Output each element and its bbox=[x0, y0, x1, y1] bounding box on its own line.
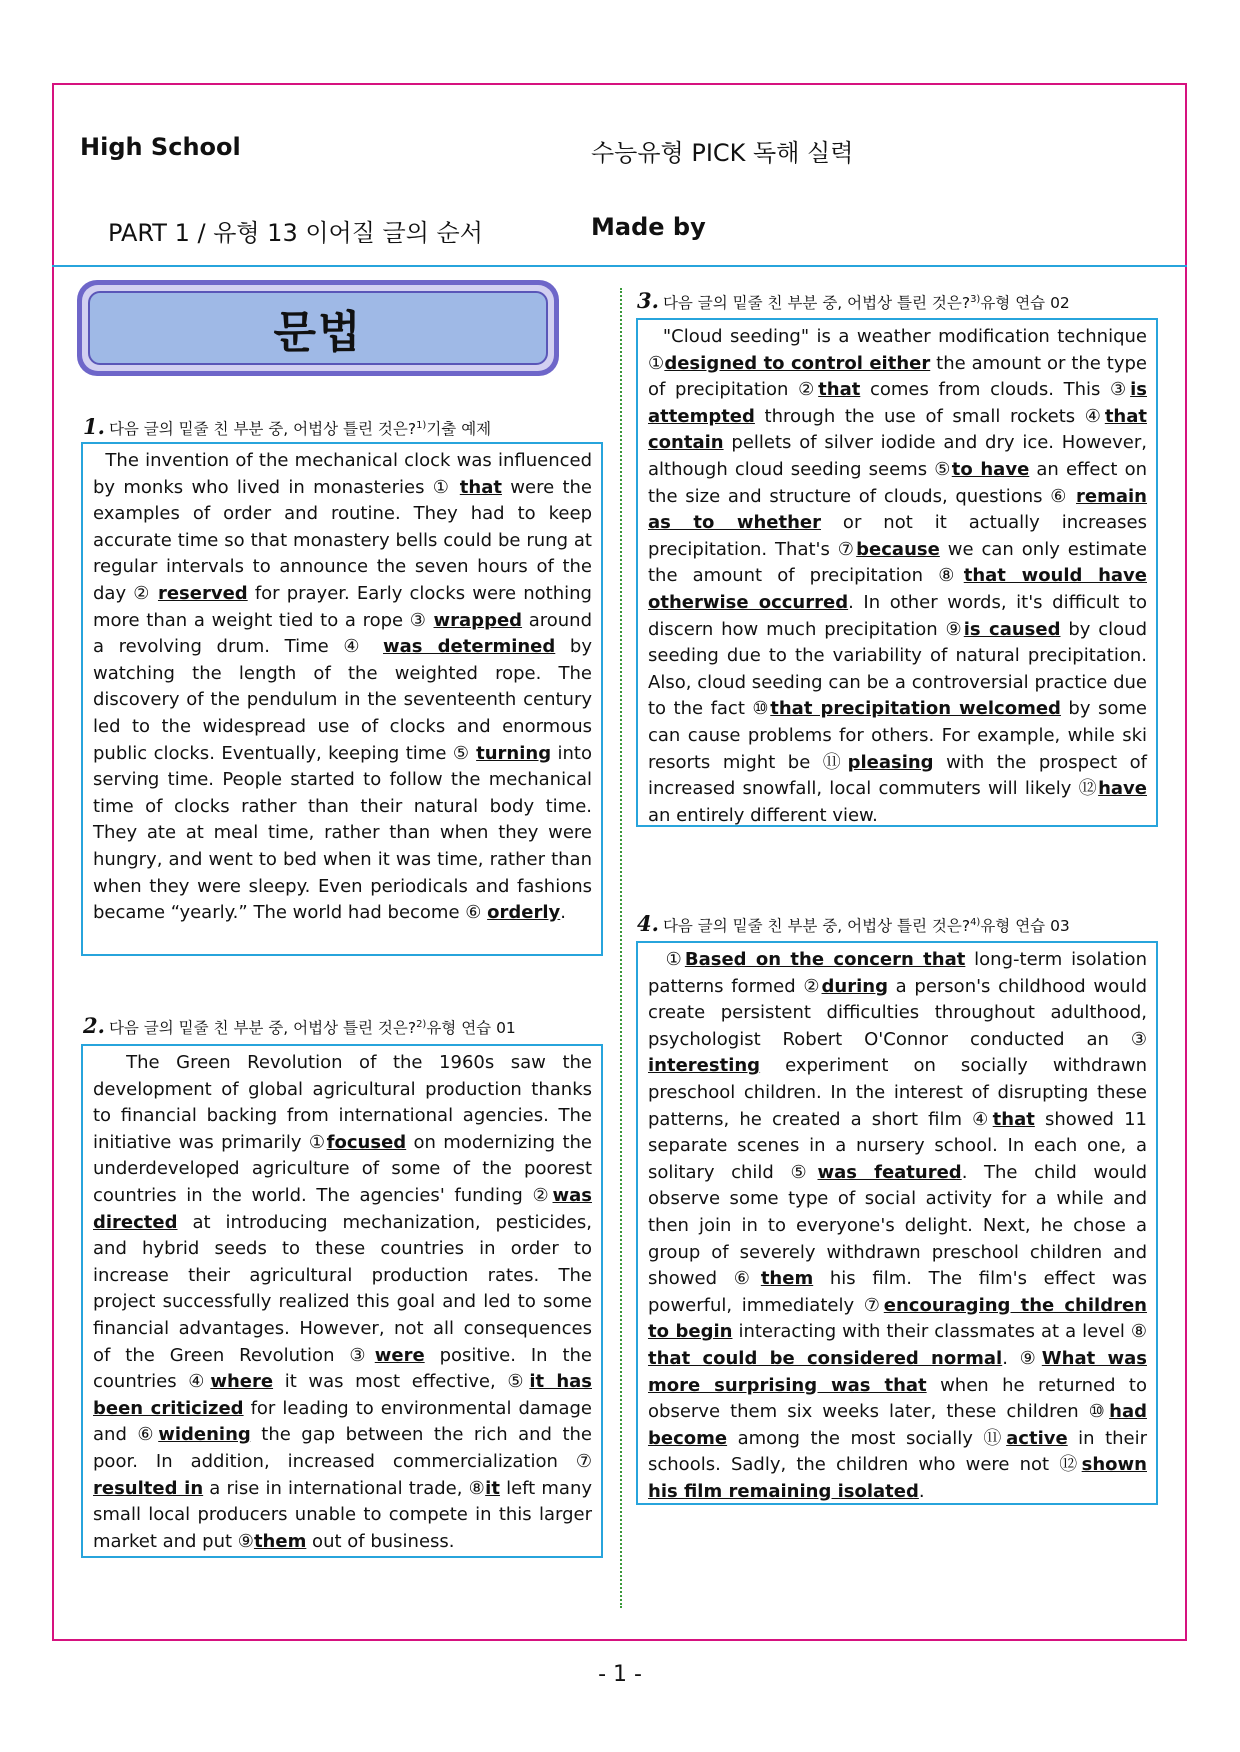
passage-text: experiment on socially withdrawn preschool children. In the interest of disrupting these patterns, he created a short film ④ bbox=[648, 1055, 1147, 1130]
passage-text: an entirely different view. bbox=[648, 804, 878, 826]
question-source: 유형 연습 02 bbox=[980, 294, 1070, 312]
passage-text: it was most effective, ⑤ bbox=[273, 1371, 530, 1393]
school-label: High School bbox=[80, 133, 241, 161]
passage-text: out of business. bbox=[306, 1530, 455, 1552]
question-4-passage bbox=[636, 941, 1158, 1505]
underlined-choice: wrapped bbox=[433, 609, 523, 631]
underlined-choice: that bbox=[459, 476, 502, 498]
underlined-choice: encouraging the children to begin bbox=[648, 1294, 1148, 1343]
question-4-header bbox=[637, 911, 1070, 936]
question-number: 3. bbox=[637, 288, 659, 313]
passage-text: with the prospect of increased snowfall, local commuters will likely ⑫ bbox=[648, 751, 1147, 800]
underlined-choice: it bbox=[485, 1477, 500, 1499]
underlined-choice: that bbox=[992, 1108, 1035, 1130]
underlined-choice: was featured bbox=[817, 1161, 962, 1183]
header-rule bbox=[52, 265, 1187, 267]
underlined-choice: reserved bbox=[157, 582, 248, 604]
question-1-header bbox=[83, 414, 491, 439]
passage-text: for prayer. Early clocks were nothing more than a weight tied to a rope ③ bbox=[93, 582, 592, 631]
underlined-choice: them bbox=[253, 1530, 307, 1552]
passage-text: around a revolving drum. Time ④ bbox=[93, 609, 593, 658]
underlined-choice: resulted in bbox=[93, 1477, 204, 1499]
question-source: 유형 연습 01 bbox=[426, 1019, 516, 1037]
passage-text: his film. The film's effect was powerful, immediately ⑦ bbox=[648, 1268, 1147, 1316]
made-by-label: Made by bbox=[591, 213, 706, 241]
underlined-choice: pleasing bbox=[847, 751, 934, 773]
underlined-choice: had become bbox=[648, 1401, 1147, 1449]
underlined-choice: that would have otherwise occurred bbox=[648, 565, 1147, 613]
passage-text: in their schools. Sadly, the children who were not ⑫ bbox=[648, 1427, 1148, 1476]
question-2-passage bbox=[81, 1044, 603, 1558]
passage-text: comes from clouds. This ③ bbox=[860, 379, 1131, 401]
passage-text: the gap between the rich and the poor. In addition, increased commercialization ⑦ bbox=[93, 1424, 592, 1472]
passage-text: a person's childhood would create persistent difficulties throughout adulthood, psychologist Robert O'Connor conducted an ③ bbox=[648, 975, 1147, 1050]
passage-text: by some can cause problems for others. For example, while ski resorts might be ⑪ bbox=[648, 698, 1147, 773]
passage-text: through the use of small rockets ④ bbox=[754, 405, 1105, 427]
passage-text: were the examples of order and routine. They had to keep accurate time so that monastery bells could be rung at regular intervals to announce the seven hours of the day ② bbox=[93, 476, 593, 604]
question-prompt: 다음 글의 밑줄 친 부분 중, 어법상 틀린 것은? bbox=[662, 917, 971, 935]
passage-text: pellets of silver iodide and dry ice. However, although cloud seeding seems ⑤ bbox=[648, 432, 1147, 480]
underlined-choice: is caused bbox=[963, 618, 1061, 640]
underlined-choice: active bbox=[1006, 1427, 1068, 1449]
question-prompt: 다음 글의 밑줄 친 부분 중, 어법상 틀린 것은? bbox=[662, 294, 971, 312]
underlined-choice: have bbox=[1098, 778, 1147, 800]
passage-text: . In other words, it's difficult to discern how much precipitation ⑨ bbox=[648, 591, 1147, 640]
question-1-passage bbox=[81, 442, 603, 956]
passage-text: on modernizing the underdeveloped agriculture of some of the poorest countries in the world. The agencies' funding ② bbox=[93, 1131, 592, 1206]
passage-text: "Cloud seeding" is a weather modification technique ① bbox=[648, 326, 1147, 374]
question-source: 기출 예제 bbox=[426, 420, 492, 438]
question-3-passage bbox=[636, 318, 1158, 827]
passage-text: . The child would observe some type of social activity for a while and then join in to everyone's delight. Next, he chose a group of severely withdrawn preschool children and showed ⑥ bbox=[648, 1161, 1147, 1290]
part-label: PART 1 / 유형 13 이어질 글의 순서 bbox=[108, 219, 483, 247]
passage-text: . ⑨ bbox=[1002, 1347, 1042, 1369]
passage-text: interacting with their classmates at a level ⑧ bbox=[732, 1321, 1148, 1343]
underlined-choice: to have bbox=[951, 458, 1030, 480]
footnote-ref: 4) bbox=[970, 916, 981, 928]
underlined-choice: is attempted bbox=[648, 379, 1148, 427]
underlined-choice: designed to control either bbox=[664, 352, 931, 374]
passage-text: at introducing mechanization, pesticides, and hybrid seeds to these countries in order to increase their agricultural production rates. The project successfully realized this goal and led to some financial advantages. However, not all consequences of the Green Revolution ③ bbox=[93, 1211, 592, 1366]
question-number: 4. bbox=[637, 911, 659, 936]
passage-text: we can only estimate the amount of precipitation ⑧ bbox=[648, 538, 1147, 587]
passage-text: into serving time. People started to follow the mechanical time of clocks rather than their natural body time. They ate at meal time, rather than when they were hungry, and went to bed when it was time, rather than when they were sleepy. Even periodicals and fashions became “yearly.” The world had become ⑥ bbox=[93, 742, 592, 924]
underlined-choice: What was more surprising was that bbox=[648, 1347, 1147, 1396]
underlined-choice: interesting bbox=[648, 1055, 761, 1077]
underlined-choice: because bbox=[856, 538, 940, 560]
passage-text: . bbox=[560, 902, 566, 924]
question-prompt: 다음 글의 밑줄 친 부분 중, 어법상 틀린 것은? bbox=[108, 420, 417, 438]
series-title: 수능유형 PICK 독해 실력 bbox=[591, 139, 854, 167]
passage-text: a rise in international trade, ⑧ bbox=[203, 1477, 486, 1499]
passage-text: an effect on the size and structure of clouds, questions ⑥ bbox=[648, 458, 1148, 507]
passage-text: when he returned to observe them six weeks later, these children ⑩ bbox=[648, 1374, 1147, 1423]
passage-text: among the most socially ⑪ bbox=[727, 1427, 1007, 1449]
question-3-header bbox=[637, 288, 1070, 313]
question-prompt: 다음 글의 밑줄 친 부분 중, 어법상 틀린 것은? bbox=[108, 1019, 417, 1037]
passage-text: The Green Revolution of the 1960s saw the development of global agricultural production thanks to financial backing from international agencies. The initiative was primarily ① bbox=[93, 1052, 592, 1153]
page-number: - 1 - bbox=[598, 1662, 642, 1687]
section-title-inner bbox=[82, 285, 554, 371]
underlined-choice: during bbox=[821, 975, 888, 997]
passage-text: . bbox=[918, 1480, 925, 1502]
passage-text: positive. In the countries ④ bbox=[93, 1344, 593, 1393]
passage-text: showed 11 separate scenes in a nursery school. In each one, a solitary child ⑤ bbox=[648, 1108, 1147, 1183]
passage-text: or not it actually increases precipitation. That's ⑦ bbox=[648, 512, 1147, 560]
passage-text: by cloud seeding due to the variability of natural precipitation. Also, cloud seeding can be a controversial practice due to the fact ⑩ bbox=[648, 618, 1148, 720]
underlined-choice: was directed bbox=[93, 1184, 592, 1233]
underlined-choice: shown his film remaining isolated bbox=[648, 1454, 1147, 1502]
passage-text: for leading to environmental damage and ⑥ bbox=[93, 1397, 592, 1446]
underlined-choice: turning bbox=[476, 742, 552, 764]
underlined-choice: remain as to whether bbox=[648, 485, 1147, 534]
underlined-choice: Based on the concern that bbox=[684, 949, 966, 970]
column-divider bbox=[620, 288, 622, 1608]
underlined-choice: where bbox=[210, 1371, 274, 1393]
underlined-choice: was determined bbox=[383, 636, 556, 658]
footnote-ref: 1) bbox=[416, 419, 427, 431]
underlined-choice: them bbox=[760, 1268, 814, 1290]
question-2-header bbox=[83, 1013, 516, 1038]
underlined-choice: that bbox=[818, 379, 861, 401]
underlined-choice: it has been criticized bbox=[93, 1371, 592, 1419]
question-number: 1. bbox=[83, 414, 105, 439]
section-title: 문법 bbox=[88, 291, 548, 365]
underlined-choice: orderly bbox=[487, 902, 561, 924]
question-number: 2. bbox=[83, 1013, 105, 1038]
footnote-ref: 2) bbox=[416, 1018, 427, 1030]
footnote-ref: 3) bbox=[970, 293, 981, 305]
passage-text: The invention of the mechanical clock was influenced by monks who lived in monasteries ① bbox=[93, 450, 592, 498]
passage-text: ① bbox=[648, 949, 685, 970]
underlined-choice: that contain bbox=[648, 405, 1147, 454]
underlined-choice: were bbox=[374, 1344, 425, 1366]
passage-text: left many small local producers unable to compete in this larger market and put ⑨ bbox=[93, 1477, 592, 1552]
underlined-choice: that precipitation welcomed bbox=[770, 698, 1061, 720]
question-source: 유형 연습 03 bbox=[980, 917, 1070, 935]
underlined-choice: widening bbox=[158, 1424, 251, 1446]
underlined-choice: focused bbox=[326, 1131, 407, 1153]
underlined-choice: that could be considered normal bbox=[648, 1347, 1003, 1369]
section-title-badge bbox=[77, 280, 559, 376]
passage-text: long-term isolation patterns formed ② bbox=[648, 949, 1147, 997]
passage-text: the amount or the type of precipitation ② bbox=[648, 352, 1147, 401]
passage-text: by watching the length of the weighted rope. The discovery of the pendulum in the seventeenth century led to the widespread use of clocks and enormous public clocks. Eventually, keeping time ⑤ bbox=[93, 636, 592, 764]
